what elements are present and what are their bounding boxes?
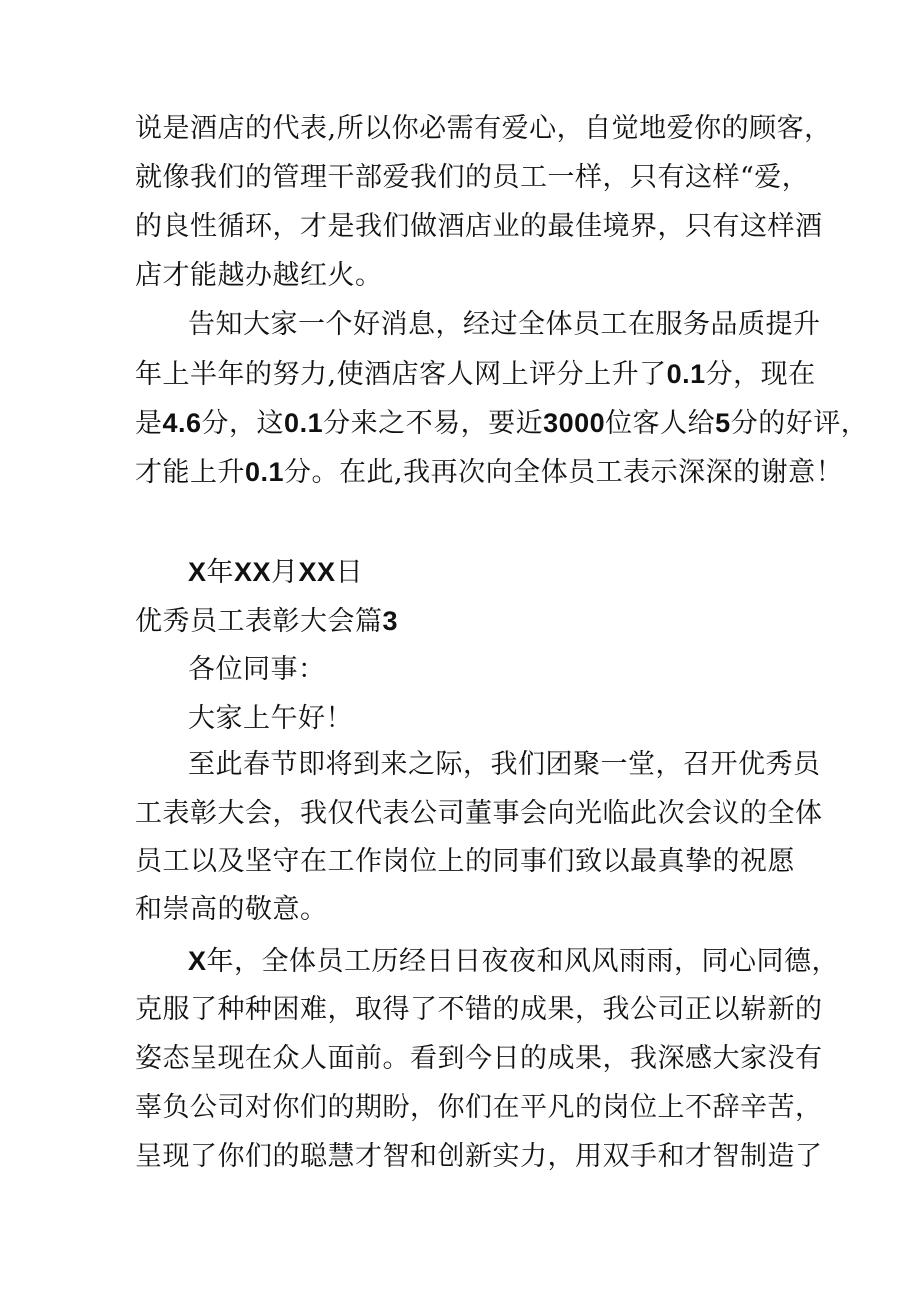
text-run: 分的好评， — [730, 408, 869, 439]
paragraph-1-line-4: 店才能越办越红火。 — [135, 260, 383, 291]
number-run: 3000 — [543, 408, 606, 438]
paragraph-4-line-3: 姿态呈现在众人面前。看到今日的成果，我深感大家没有 — [135, 1043, 823, 1074]
date-placeholder: X — [188, 557, 207, 587]
number-run: 4.6 — [162, 408, 202, 438]
paragraph-4-line-2: 克服了种种困难，取得了不错的成果，我公司正以崭新的 — [135, 994, 823, 1025]
text-run: 月 — [271, 557, 299, 588]
title-text: 优秀员工表彰大会篇 — [135, 606, 383, 637]
paragraph-2-line-2 — [135, 350, 816, 398]
text-run: 分。在此,我再次向全体员工表示深深的谢意！ — [284, 457, 844, 488]
text-run: 是 — [135, 408, 163, 439]
text-run: 日 — [335, 557, 364, 588]
paragraph-3-line-3: 员工以及坚守在工作岗位上的同事们致以最真挚的祝愿 — [135, 846, 795, 877]
paragraph-1-line-1: 说是酒店的代表,所以你必需有爱心，自觉地爱你的顾客， — [135, 113, 832, 144]
paragraph-1-line-3: 的良性循环，才是我们做酒店业的最佳境界，只有这样酒 — [135, 211, 823, 242]
text-run: 年 — [206, 557, 235, 588]
paragraph-2-line-1: 告知大家一个好消息，经过全体员工在服务品质提升 — [188, 309, 821, 340]
text-run: 年上半年的努力,使酒店客人网上评分上升了 — [135, 359, 667, 390]
number-run: 0.1 — [245, 457, 285, 487]
paragraph-1-line-2: 就像我们的管理干部爱我们的员工一样，只有这样“爱， — [135, 162, 810, 193]
text-run: 位客人给 — [605, 408, 716, 439]
text-run: 分，现在 — [705, 359, 816, 390]
paragraph-3-line-2: 工表彰大会，我仅代表公司董事会向光临此次会议的全体 — [135, 798, 823, 829]
paragraph-4-line-5: 呈现了你们的聪慧才智和创新实力，用双手和才智制造了 — [135, 1141, 823, 1172]
year-placeholder: X — [188, 946, 207, 976]
section-title — [135, 597, 795, 645]
paragraph-2-line-4 — [135, 448, 844, 496]
number-run: 5 — [715, 408, 731, 438]
paragraph-3-line-1: 至此春节即将到来之际，我们团聚一堂，召开优秀员 — [188, 749, 821, 780]
date-placeholder: XX — [234, 557, 272, 587]
number-run: 0.1 — [666, 359, 706, 389]
title-number: 3 — [382, 606, 399, 636]
greeting: 大家上午好！ — [188, 703, 353, 734]
text-run: 才能上升 — [135, 457, 245, 488]
paragraph-4-line-1 — [188, 937, 848, 985]
date-line — [188, 548, 848, 596]
paragraph-4-line-4: 辜负公司对你们的期盼，你们在平凡的岗位上不辞辛苦， — [135, 1092, 823, 1123]
number-run: 0.1 — [284, 408, 324, 438]
paragraph-3-line-4: 和崇高的敬意。 — [135, 894, 328, 925]
paragraph-2-line-3 — [135, 399, 869, 447]
salutation: 各位同事： — [188, 654, 326, 685]
text-run: 分来之不易，要近 — [323, 408, 544, 439]
text-run: 年，全体员工历经日日夜夜和风风雨雨，同心同德， — [206, 946, 840, 977]
text-run: 分，这 — [201, 408, 285, 439]
date-placeholder: XX — [298, 557, 336, 587]
